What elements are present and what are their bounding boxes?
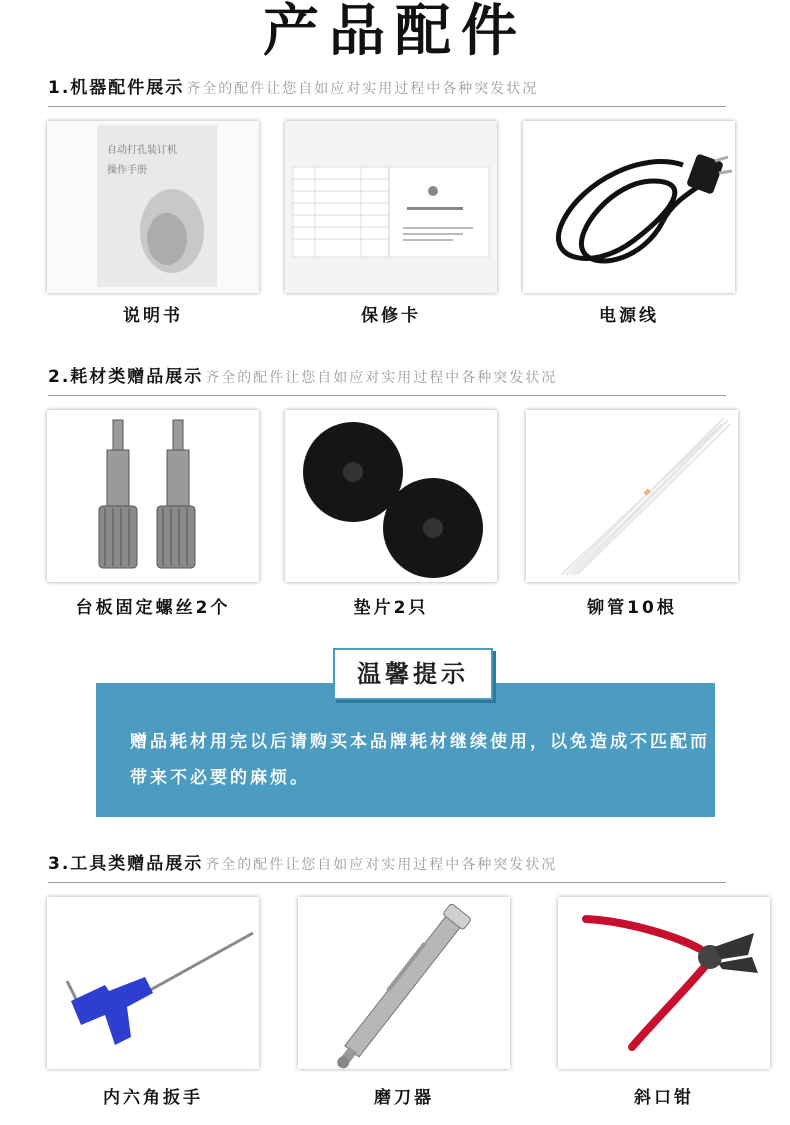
rivet-tubes-image: [526, 410, 738, 582]
notice-title: 温馨提示: [333, 648, 493, 700]
screws-image: [47, 410, 259, 582]
caption-power-cord: 电源线: [599, 306, 659, 326]
section-2-subtitle: 齐全的配件让您自如应对实用过程中各种突发状况: [205, 370, 558, 386]
caption-warranty-card: 保修卡: [361, 306, 421, 326]
manual-image: [47, 121, 259, 293]
manual-title-text: 自动打孔装订机: [107, 145, 177, 156]
section-1-heading: [48, 76, 726, 107]
section-1-title: 1.机器配件展示: [48, 78, 185, 98]
notice-text: 赠品耗材用完以后请购买本品牌耗材继续使用，以免造成不匹配而带来不必要的麻烦。: [130, 732, 710, 788]
caption-sharpener: 磨刀器: [374, 1088, 434, 1108]
power-cord-image: [523, 121, 735, 293]
section-3-subtitle: 齐全的配件让您自如应对实用过程中各种突发状况: [205, 857, 558, 873]
section-3-heading: [48, 852, 726, 883]
caption-pliers: 斜口钳: [634, 1088, 694, 1108]
caption-screws: 台板固定螺丝2个: [75, 598, 231, 618]
manual-subtitle-text: 操作手册: [107, 165, 147, 176]
caption-hex-key: 内六角扳手: [103, 1088, 203, 1108]
section-1-subtitle: 齐全的配件让您自如应对实用过程中各种突发状况: [186, 81, 539, 97]
hex-key-image: [47, 897, 259, 1069]
section-3-title: 3.工具类赠品展示: [48, 854, 204, 874]
caption-rivet-tubes: 铆管10根: [587, 598, 677, 618]
section-2-title: 2.耗材类赠品展示: [48, 367, 204, 387]
washers-image: [285, 410, 497, 582]
pliers-image: [558, 897, 770, 1069]
warranty-card-image: [285, 121, 497, 293]
section-2-heading: [48, 365, 726, 396]
page-title: 产品配件: [263, 0, 527, 64]
sharpener-image: [298, 897, 510, 1069]
caption-washers: 垫片2只: [353, 598, 429, 618]
caption-manual: 说明书: [123, 306, 183, 326]
